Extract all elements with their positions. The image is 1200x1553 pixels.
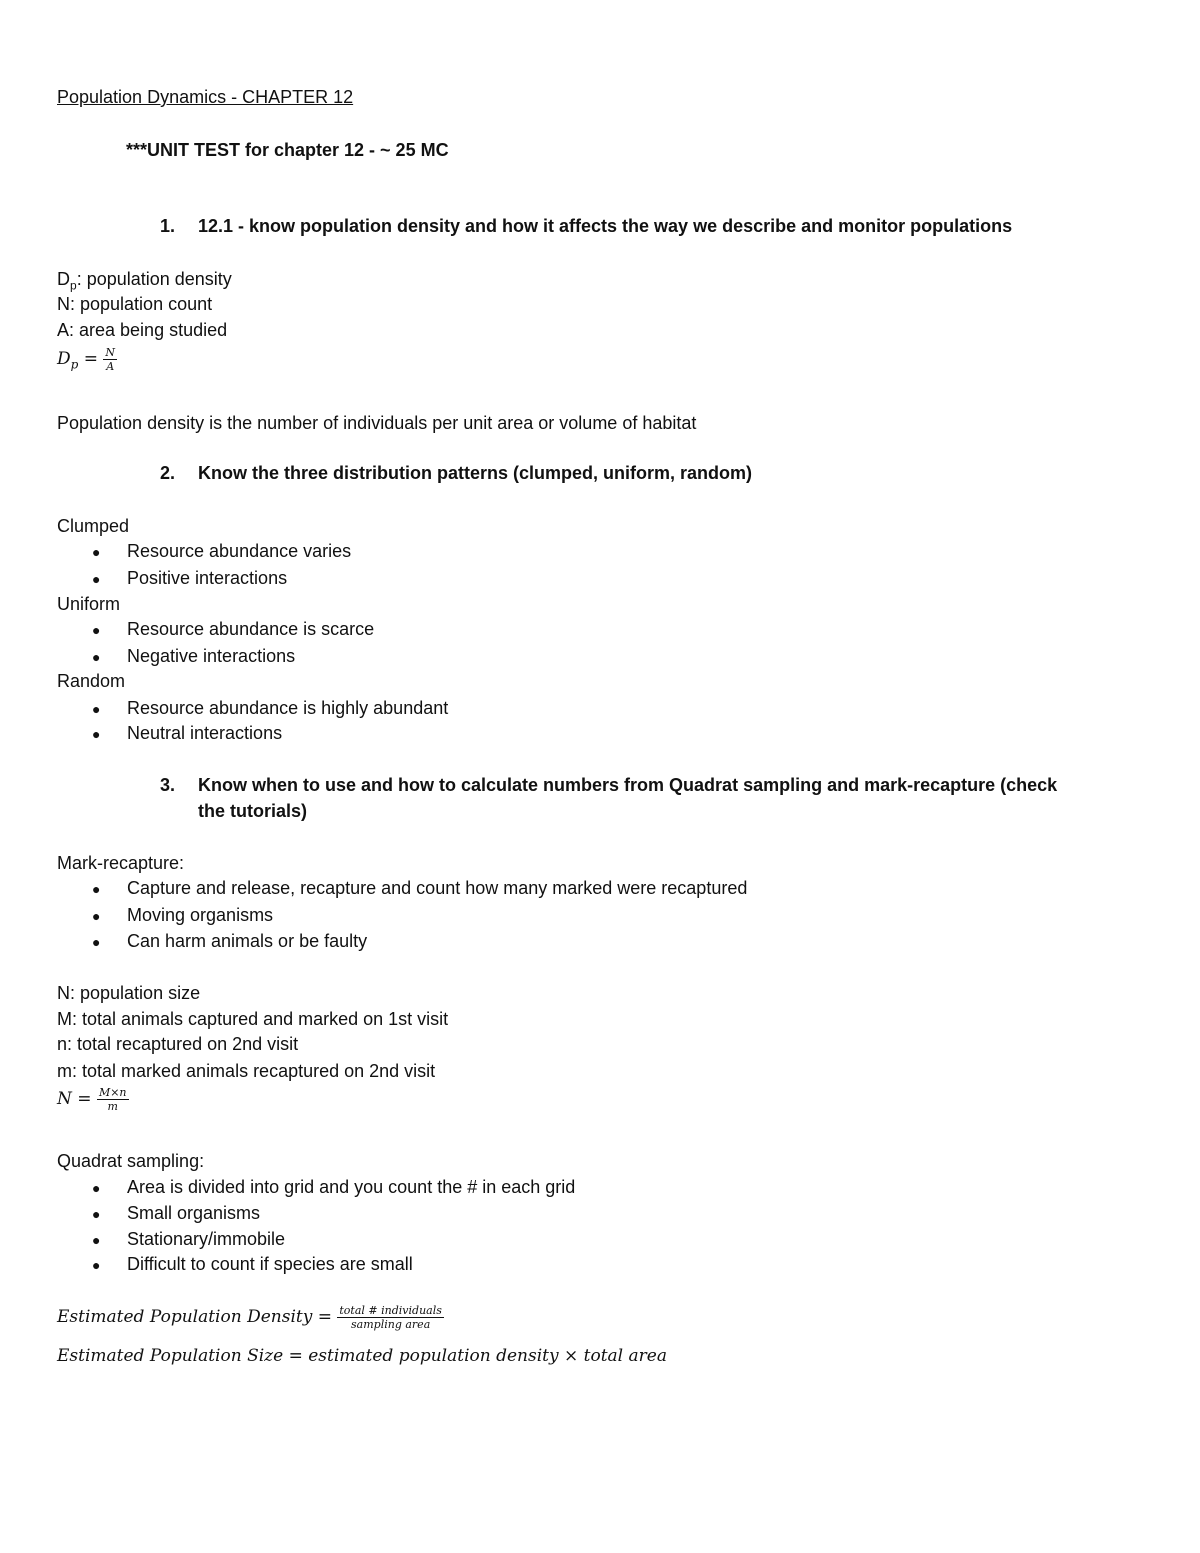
def-a: A: area being studied bbox=[57, 320, 228, 340]
list-item: ● Difficult to count if species are small bbox=[92, 1254, 413, 1274]
section-1-heading bbox=[160, 213, 1012, 239]
list-item: ● Can harm animals or be faulty bbox=[92, 931, 368, 951]
uniform-label: Uniform bbox=[57, 594, 121, 614]
section-title: Know when to use and how to calculate numbers from Quadrat sampling and mark-recapture (check the tutorials) bbox=[198, 775, 1058, 821]
list-item: ● Negative interactions bbox=[92, 646, 296, 666]
section-title: Know the three distribution patterns (clumped, uniform, random) bbox=[198, 463, 753, 483]
mark-recapture-formula: N = $\frac{M\times n}{m}$ bbox=[57, 1086, 127, 1113]
section-number: 1. bbox=[160, 216, 176, 236]
mark-recapture-label: Mark-recapture: bbox=[57, 853, 185, 873]
def-M: M: total animals captured and marked on 1st visit bbox=[57, 1009, 449, 1029]
list-item: ● Stationary/immobile bbox=[92, 1229, 286, 1249]
def-dp: $D_p$: population density bbox=[57, 269, 232, 293]
list-item: ● Resource abundance is scarce bbox=[92, 619, 375, 639]
list-item: ● Area is divided into grid and you count the # in each grid bbox=[92, 1177, 576, 1197]
density-formula: $D_p$ = $\frac{N}{A}$ bbox=[57, 346, 116, 373]
section-2-heading bbox=[160, 460, 752, 486]
section-title: 12.1 - know population density and how it affects the way we describe and monitor populations bbox=[198, 216, 1013, 236]
list-item: ● Positive interactions bbox=[92, 568, 288, 588]
unit-test-note: ***UNIT TEST for chapter 12 - ~ 25 MC bbox=[126, 140, 449, 160]
density-estimate-formula: Estimated Population Density = $\frac{\text{total \# individuals}}{\text{sampling area}}$ bbox=[57, 1304, 442, 1331]
def-N: N: population size bbox=[57, 983, 201, 1003]
list-item: ● Neutral interactions bbox=[92, 723, 283, 743]
list-item: ● Capture and release, recapture and count how many marked were recaptured bbox=[92, 878, 748, 898]
quadrat-label: Quadrat sampling: bbox=[57, 1151, 205, 1171]
def-n: N: population count bbox=[57, 294, 213, 314]
section-3-heading bbox=[160, 772, 1057, 824]
section-number: 3. bbox=[160, 775, 176, 795]
density-statement: Population density is the number of individuals per unit area or volume of habitat bbox=[57, 413, 697, 433]
document-title: Population Dynamics - CHAPTER 12 bbox=[57, 87, 354, 107]
list-item: ● Resource abundance is highly abundant bbox=[92, 698, 449, 718]
list-item: ● Small organisms bbox=[92, 1203, 261, 1223]
random-label: Random bbox=[57, 671, 126, 691]
list-item: ● Resource abundance varies bbox=[92, 541, 352, 561]
section-number: 2. bbox=[160, 463, 176, 483]
size-estimate-formula: Estimated Population Size = estimated population density × total area bbox=[57, 1346, 667, 1366]
def-n-small: n: total recaptured on 2nd visit bbox=[57, 1034, 299, 1054]
list-item: ● Moving organisms bbox=[92, 905, 274, 925]
clumped-label: Clumped bbox=[57, 516, 130, 536]
def-m-small: m: total marked animals recaptured on 2nd visit bbox=[57, 1061, 436, 1081]
